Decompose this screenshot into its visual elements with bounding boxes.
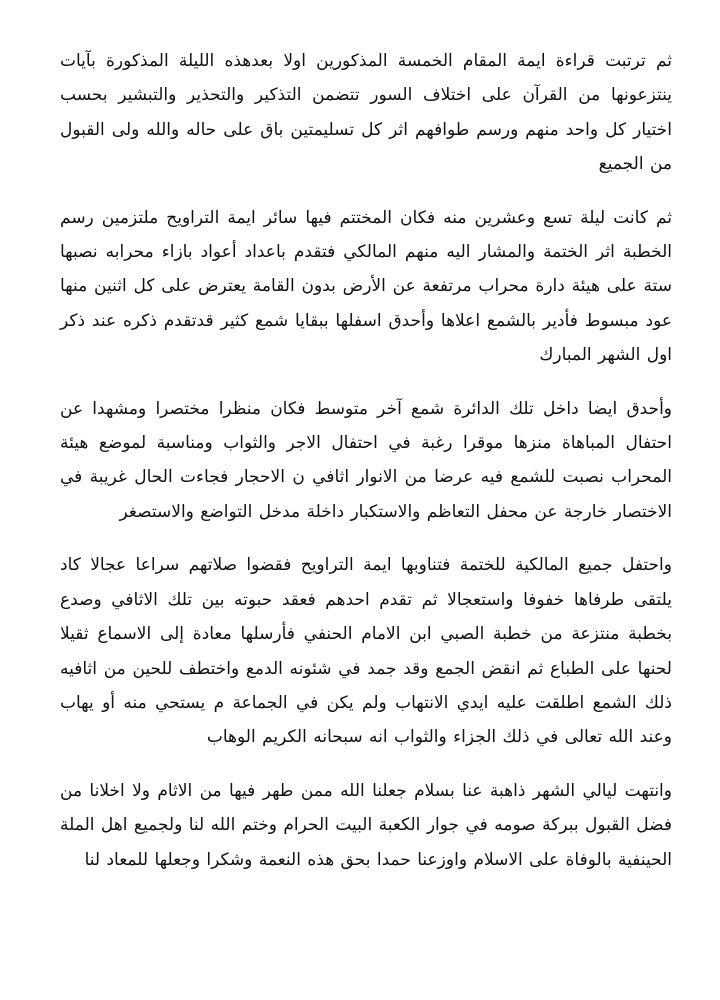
- document-body: [60, 44, 672, 896]
- paragraph-3: وأحدق ايضا داخل تلك الدائرة شمع آخر متوسط فكان منظرا مختصرا ومشهدا عن احتفال المباهاة منزها موقرا رغبة في احتفال الاجر والثواب ومناسبة لموضع هيئة المحراب نصبت للشمع فيه عرضا من الانوار اثافي ن الاحجار فجاءت الحال غريبة في الاختصار خارجة عن محفل التعاظم والاستكبار داخلة مدخل التواضع والاستصغر: [60, 398, 672, 522]
- paragraph-4: واحتفل جميع المالكية للختمة فتناوبها ايمة التراويح فقضوا صلاتهم سراعا عجالا كاد يلتقى طرفاها خفوفا واستعجالا ثم تقدم احدهم فعقد حبوته بين تلك الاثافي وصدع بخطبة منتزعة من خطبة الصبي ابن الامام الحنفي فأرسلها معادة إلى الاسماع ثقيلا لحنها على الطباع ثم انقض الجمع وقد جمد في شئونه الدمع واختطف للحين من اثافيه ذلك الشمع اطلقت عليه ايدي الانتهاب ولم يكن في الجماعة م يستحي منه أو يهاب وعند الله تعالى في ذلك الجزاء والثواب انه سبحانه الكريم الوهاب: [60, 555, 672, 748]
- paragraph-2: ثم كانت ليلة تسع وعشرين منه فكان المختتم فيها سائر ايمة التراويح ملتزمين رسم الخطبة اثر الختمة والمشار اليه منهم المالكي فتقدم باعداد أعواد بازاء محرابه نصبها ستة على هيئة دارة محراب مرتفعة عن الأرض بدون القامة يعترض على كل اثنين منها عود مبسوط فأدير بالشمع اعلاها وأحدق اسفلها ببقايا شمع كثير قدتقدم ذكره عند ذكر اول الشهر المبارك: [60, 207, 672, 366]
- paragraph-5: وانتهت ليالي الشهر ذاهبة عنا بسلام جعلنا الله ممن طهر فيها من الاثام ولا اخلانا من فضل القبول ببركة صومه في جوار الكعبة البيت الحرام وختم الله لنا ولجميع اهل الملة الحينفية بالوفاة على الاسلام واوزعنا حمدا بحق هذه النعمة وشكرا وجعلها للمعاد لنا: [60, 780, 672, 870]
- paragraph-1: ثم ترتبت قراءة ايمة المقام الخمسة المذكورين اولا بعدهذه الليلة المذكورة بآيات ينتزعونها من القرآن على اختلاف السور تتضمن التذكير والتحذير والتبشير بحسب اختيار كل واحد منهم ورسم طوافهم اثر كل تسليمتين باق على حاله والله ولى القبول من الجميع: [60, 51, 672, 175]
